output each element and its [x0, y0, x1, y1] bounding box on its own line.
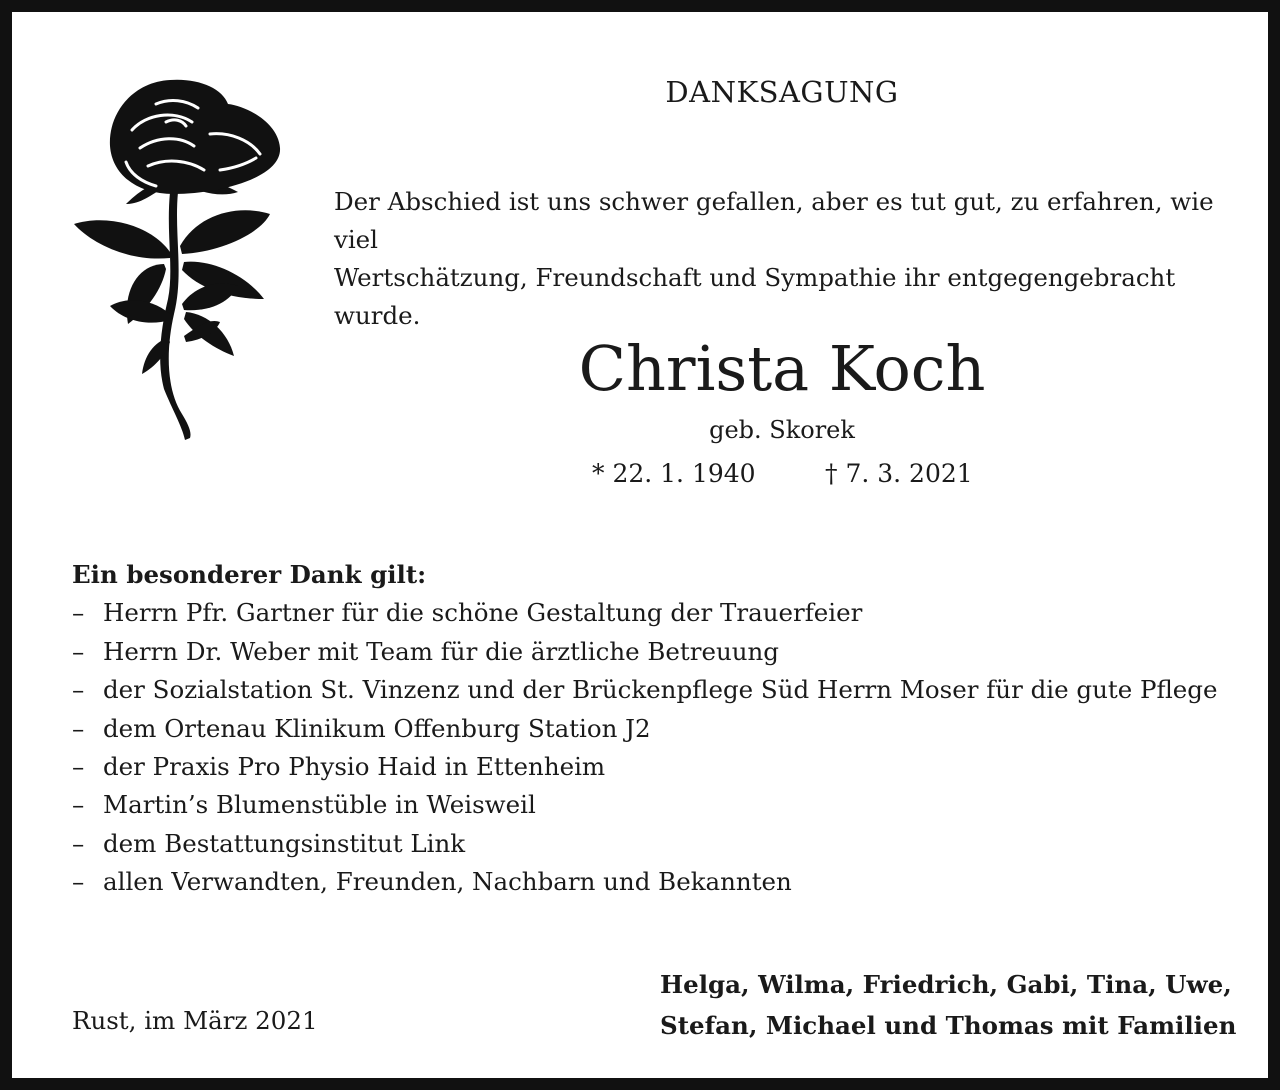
signature-line: Stefan, Michael und Thomas mit Familien: [660, 1011, 1237, 1040]
dash-bullet: –: [72, 828, 85, 858]
list-item-text: Herrn Pfr. Gartner für die schöne Gestaltung der Trauerfeier: [103, 598, 863, 628]
dash-bullet: –: [72, 675, 85, 705]
signature-block: [660, 964, 1260, 1046]
list-item: [72, 786, 1252, 824]
list-item-text: Herrn Dr. Weber mit Team für die ärztliche Betreuung: [103, 636, 779, 666]
intro-line: Der Abschied ist uns schwer gefallen, aber es tut gut, zu erfahren, wie viel: [334, 187, 1214, 254]
list-item: [72, 671, 1252, 709]
dash-bullet: –: [72, 867, 85, 897]
signature-line: Helga, Wilma, Friedrich, Gabi, Tina, Uwe,: [660, 970, 1232, 999]
list-item-text: dem Bestattungsinstitut Link: [103, 828, 466, 858]
deceased-name: Christa Koch: [578, 332, 986, 405]
list-item-text: der Sozialstation St. Vinzenz und der Brückenpflege Süd Herrn Moser für die gute Pflege: [103, 675, 1218, 705]
place-date: Rust, im März 2021: [72, 1006, 318, 1035]
dash-bullet: –: [72, 752, 85, 782]
list-item-text: Martin’s Blumenstüble in Weisweil: [103, 790, 536, 820]
notice-heading: DANKSAGUNG: [665, 75, 899, 109]
death-date: † 7. 3. 2021: [825, 459, 973, 488]
rose-icon: [70, 74, 292, 446]
list-item-text: allen Verwandten, Freunden, Nachbarn und Bekannten: [103, 867, 792, 897]
list-item: [72, 825, 1252, 863]
list-item: [72, 748, 1252, 786]
birth-date: * 22. 1. 1940: [592, 459, 756, 488]
dash-bullet: –: [72, 713, 85, 743]
intro-text: [334, 183, 1254, 335]
list-item: [72, 710, 1252, 748]
dash-bullet: –: [72, 598, 85, 628]
dash-bullet: –: [72, 636, 85, 666]
list-item-text: der Praxis Pro Physio Haid in Ettenheim: [103, 752, 606, 782]
thanks-heading: Ein besonderer Dank gilt:: [72, 560, 427, 589]
thanks-list: [72, 594, 1252, 901]
list-item: [72, 863, 1252, 901]
list-item: [72, 633, 1252, 671]
thanks-section: [72, 556, 1252, 902]
list-item-text: dem Ortenau Klinikum Offenburg Station J2: [103, 713, 651, 743]
dash-bullet: –: [72, 790, 85, 820]
intro-line: Wertschätzung, Freundschaft und Sympathie ihr entgegengebracht wurde.: [334, 263, 1176, 330]
maiden-name: geb. Skorek: [709, 416, 855, 444]
list-item: [72, 594, 1252, 632]
